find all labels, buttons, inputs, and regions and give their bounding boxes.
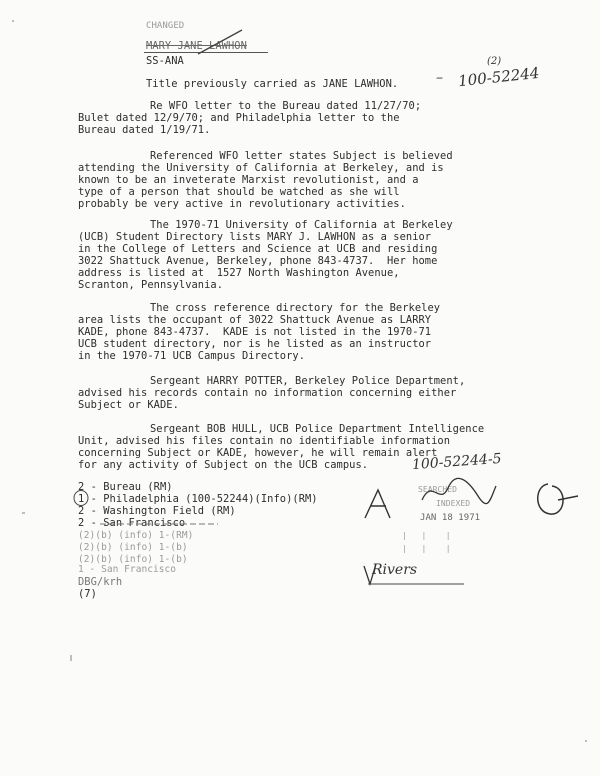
paragraph-2-line-5: probably be very active in revolutionary activities. — [78, 198, 406, 210]
distribution-item-1: 2 - Bureau (RM) — [78, 481, 173, 493]
paragraph-6-line-2: Unit, advised his files contain no identifiable information — [78, 435, 451, 447]
stamp-line-1: | | | — [402, 531, 451, 540]
stamp-date: JAN 18 1971 — [420, 513, 481, 523]
distribution-item-2: 1 - Philadelphia (100-52244)(Info)(RM) — [78, 493, 318, 505]
distribution-faint-2: (2)(b) (info) 1-(b) — [78, 542, 188, 553]
header-strike-icon — [196, 28, 246, 56]
stamp-searched: SEARCHED — [418, 485, 457, 494]
distribution-faint-3: (2)(b) (info) 1-(b) — [78, 554, 188, 565]
handwritten-file-number: 100-52244 — [457, 63, 541, 91]
header-name: MARY JANE LAWHON — [146, 40, 247, 52]
paragraph-5-line-3: Subject or KADE. — [78, 399, 179, 411]
paragraph-4-line-4: UCB student directory, nor is he listed as an instructor — [78, 338, 432, 350]
paragraph-1-line-3: Bureau dated 1/19/71. — [78, 124, 211, 136]
paragraph-3-line-5: address is listed at 1527 North Washington Avenue, — [78, 267, 400, 279]
distribution-faint-1: (2)(b) (info) 1-(RM) — [78, 530, 194, 541]
distribution-initials: DBG/krh — [78, 576, 123, 588]
paragraph-5-line-1: Sergeant HARRY POTTER, Berkeley Police Department, — [150, 375, 466, 387]
distribution-faint-4: 1 - San Francisco — [78, 564, 177, 575]
handwritten-circle-mark-icon — [528, 478, 580, 522]
paragraph-2-line-3: known to be an inveterate Marxist revolutionist, and a — [78, 174, 419, 186]
paragraph-2-line-1: Referenced WFO letter states Subject is believed — [150, 150, 453, 162]
handwritten-mark: – — [436, 70, 443, 86]
header-caption: SS-ANA — [146, 55, 184, 67]
distribution-item-4: 2 - San Francisco — [78, 517, 186, 529]
handwritten-flourish-icon — [418, 476, 498, 506]
scan-speck — [585, 740, 587, 742]
paragraph-3-line-2: (UCB) Student Directory lists MARY J. LAWHON as a senior — [78, 231, 432, 243]
paragraph-5-line-2: advised his records contain no information concerning either — [78, 387, 457, 399]
scan-speck — [70, 655, 72, 661]
stamp-indexed: INDEXED — [436, 499, 471, 508]
paragraph-6-line-4: for any activity of Subject on the UCB campus. — [78, 459, 369, 471]
distribution-circle-icon — [72, 489, 90, 507]
handwritten-cd: (2) — [487, 56, 502, 67]
paragraph-3-line-1: The 1970-71 University of California at Berkeley — [150, 219, 453, 231]
paragraph-1-line-2: Bulet dated 12/9/70; and Philadelphia letter to the — [78, 112, 400, 124]
paragraph-1-line-1: Re WFO letter to the Bureau dated 11/27/70; — [150, 100, 422, 112]
paragraph-4-line-5: in the 1970-71 UCB Campus Directory. — [78, 350, 306, 362]
paragraph-3-line-4: 3022 Shattuck Avenue, Berkeley, phone 843-4737. Her home — [78, 255, 438, 267]
paragraph-6-line-1: Sergeant BOB HULL, UCB Police Department Intelligence — [150, 423, 485, 435]
paragraph-2-line-4: type of a person that should be watched as she will — [78, 186, 400, 198]
handwritten-serial-number: 100-52244-5 — [411, 450, 503, 474]
signature-underline-icon — [368, 580, 468, 588]
distribution-count: (7) — [78, 588, 97, 600]
handwritten-signature: Rivers — [372, 562, 418, 578]
distribution-strike-icon — [100, 519, 220, 529]
paragraph-3-line-3: in the College of Letters and Science at UCB and residing — [78, 243, 438, 255]
handwritten-initials-icon — [360, 484, 400, 524]
paragraph-4-line-3: KADE, phone 843-4737. KADE is not listed in the 1970-71 — [78, 326, 432, 338]
distribution-item-3: 2 - Washington Field (RM) — [78, 505, 236, 517]
paragraph-4-line-2: area lists the occupant of 3022 Shattuck Avenue as LARRY — [78, 314, 432, 326]
title-note: Title previously carried as JANE LAWHON. — [146, 78, 399, 90]
paragraph-4-line-1: The cross reference directory for the Berkeley — [150, 302, 441, 314]
paragraph-6-line-3: concerning Subject or KADE, however, he will remain alert — [78, 447, 438, 459]
paragraph-3-line-6: Scranton, Pennsylvania. — [78, 279, 224, 291]
scan-speck — [12, 20, 14, 22]
scan-speck — [22, 512, 25, 514]
header-changed: CHANGED — [146, 21, 185, 31]
stamp-line-2: | | | — [402, 544, 451, 553]
paragraph-2-line-2: attending the University of California at Berkeley, and is — [78, 162, 444, 174]
